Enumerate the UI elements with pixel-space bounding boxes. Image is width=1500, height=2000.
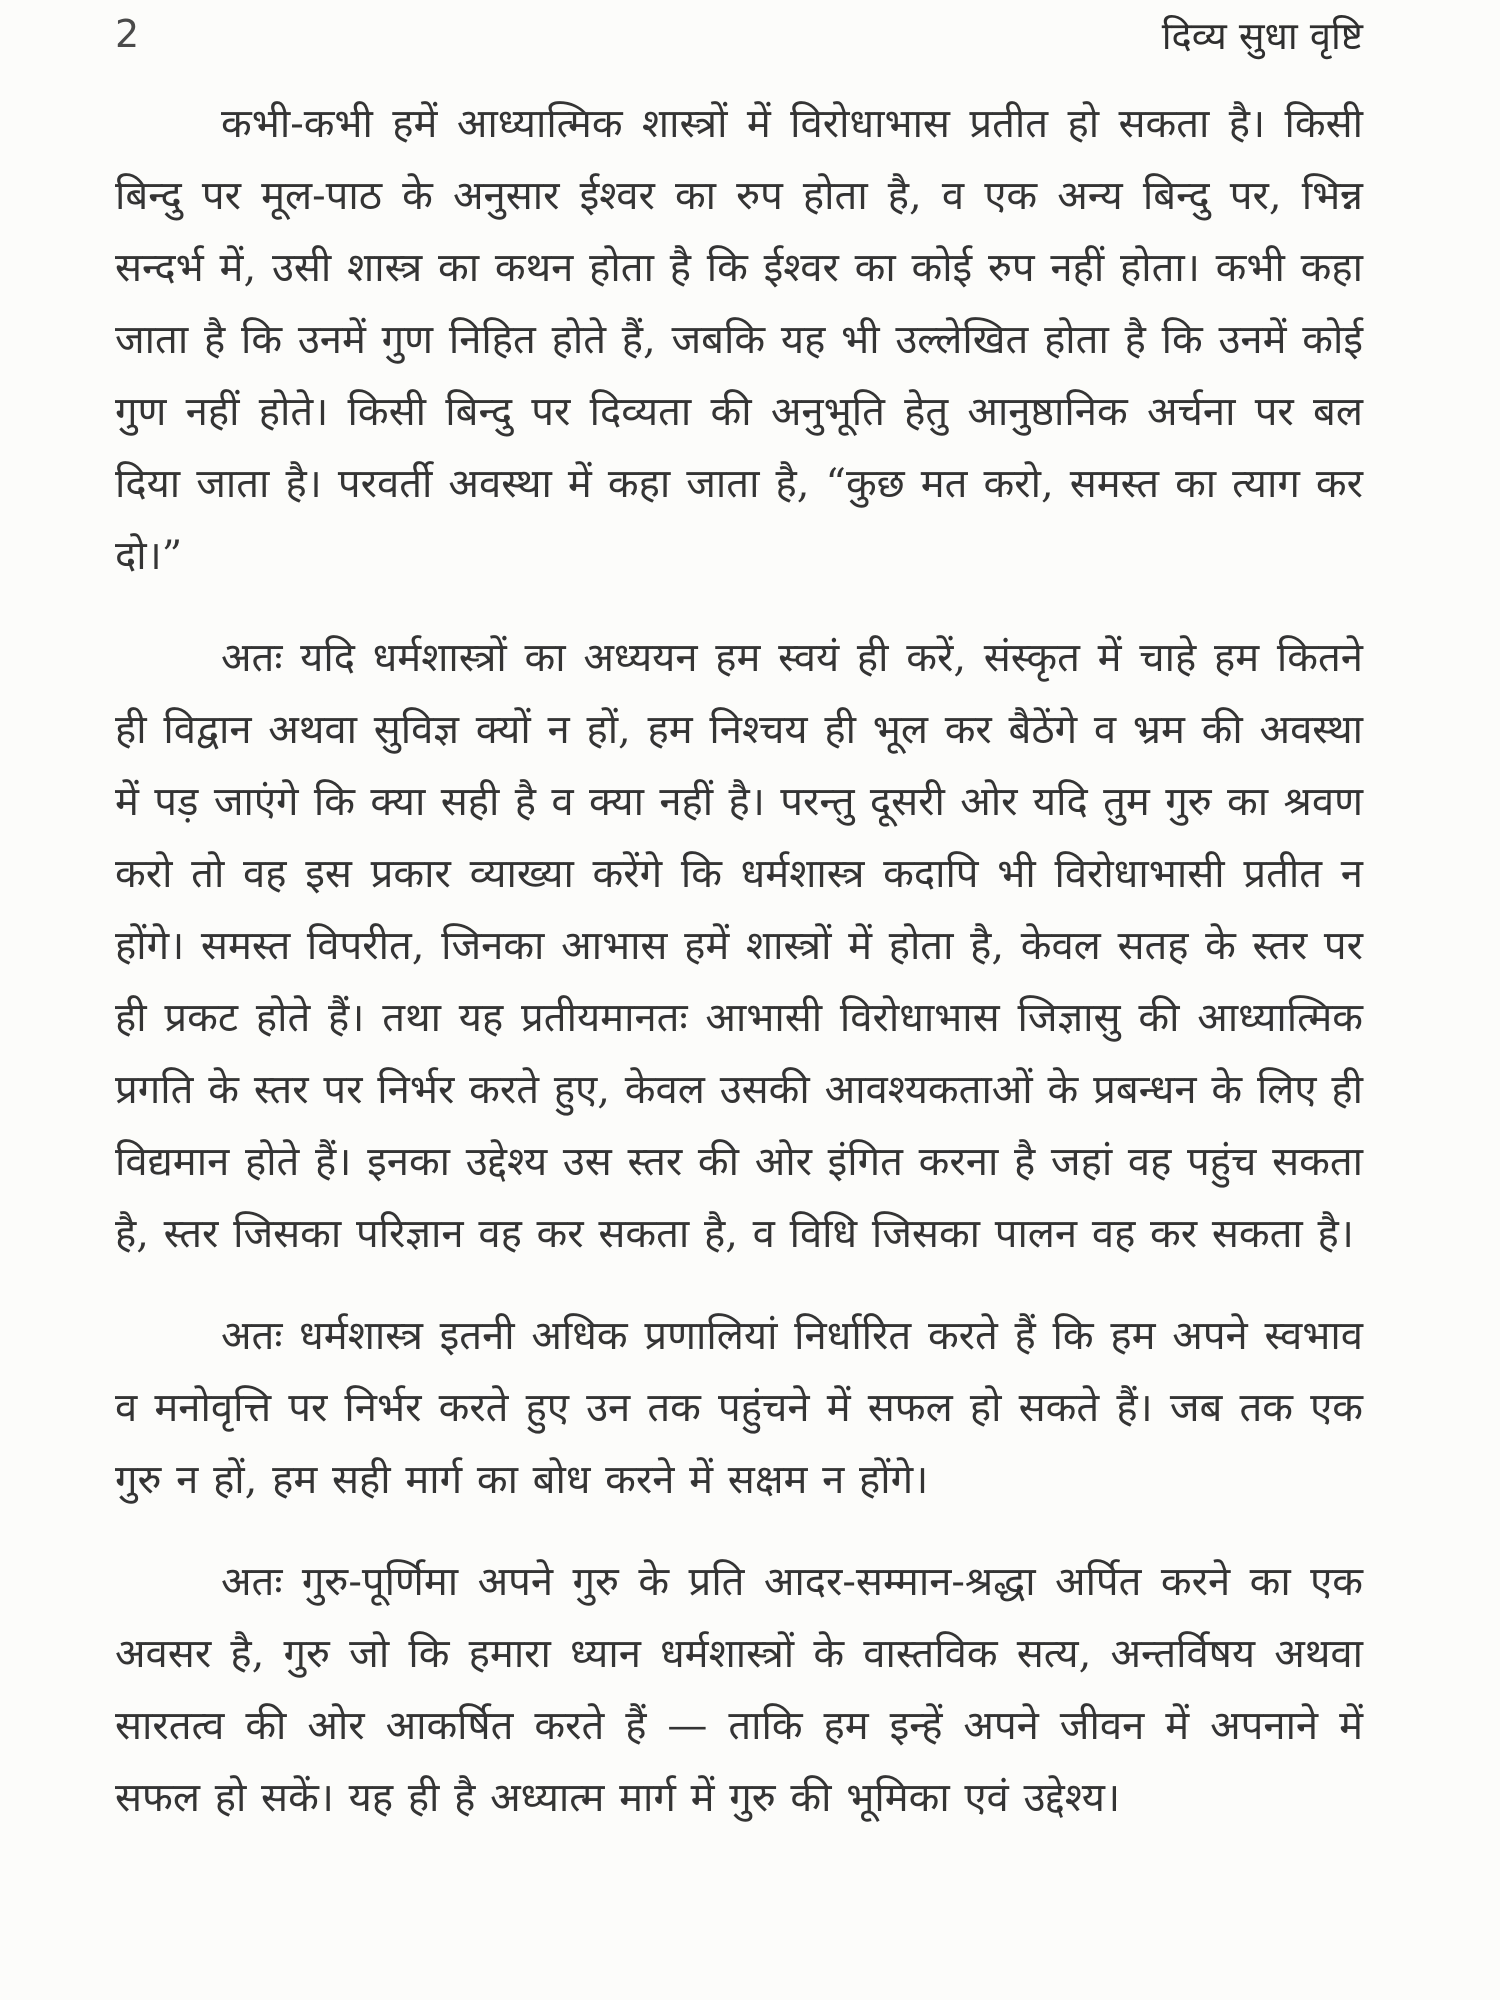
paragraph-2: अतः यदि धर्मशास्त्रों का अध्ययन हम स्वयं ही करें, संस्कृत में चाहे हम कितने ही विद्वान अथवा सुविज्ञ क्यों न हों, हम निश्चय ही भूल कर बैठेंगे व भ्रम की अवस्था में पड़ जाएंगे कि क्या सही है व क्या नहीं है। परन्तु दूसरी ओर यदि तुम गुरु का श्रवण करो तो वह इस प्रकार व्याख्या करेंगे कि धर्मशास्त्र कदापि भी विरोधाभासी प्रतीत न होंगे। समस्त विपरीत, जिनका आभास हमें शास्त्रों में होता है, केवल सतह के स्तर पर ही प्रकट होते हैं। तथा यह प्रतीयमानतः आभासी विरोधाभास जिज्ञासु की आध्यात्मिक प्रगति के स्तर पर निर्भर करते हुए, केवल उसकी आवश्यकताओं के प्रबन्धन के लिए ही विद्यमान होते हैं। इनका उद्देश्य उस स्तर की ओर इंगित करना है जहां वह पहुंच सकता है, स्तर जिसका परिज्ञान वह कर सकता है, व विधि जिसका पालन वह कर सकता है। <box>115 635 1363 1257</box>
paragraph-4: अतः गुरु-पूर्णिमा अपने गुरु के प्रति आदर-सम्मान-श्रद्धा अर्पित करने का एक अवसर है, गुरु जो कि हमारा ध्यान धर्मशास्त्रों के वास्तविक सत्य, अन्तर्विषय अथवा सारतत्व की ओर आकर्षित करते हैं — ताकि हम इन्हें अपने जीवन में अपनाने में सफल हो सकें। यह ही है अध्यात्म मार्ग में गुरु की भूमिका एवं उद्देश्य। <box>115 1559 1363 1821</box>
page-header <box>115 14 1363 60</box>
paragraph-1: कभी-कभी हमें आध्यात्मिक शास्त्रों में विरोधाभास प्रतीत हो सकता है। किसी बिन्दु पर मूल-पाठ के अनुसार ईश्वर का रुप होता है, व एक अन्य बिन्दु पर, भिन्न सन्दर्भ में, उसी शास्त्र का कथन होता है कि ईश्वर का कोई रुप नहीं होता। कभी कहा जाता है कि उनमें गुण निहित होते हैं, जबकि यह भी उल्लेखित होता है कि उनमें कोई गुण नहीं होते। किसी बिन्दु पर दिव्यता की अनुभूति हेतु आनुष्ठानिक अर्चना पर बल दिया जाता है। परवर्ती अवस्था में कहा जाता है, “कुछ मत करो, समस्त का त्याग कर दो।” <box>115 101 1363 579</box>
page-body <box>115 88 1363 1834</box>
page-number: 2 <box>115 12 140 56</box>
paragraph-3: अतः धर्मशास्त्र इतनी अधिक प्रणालियां निर्धारित करते हैं कि हम अपने स्वभाव व मनोवृत्ति पर निर्भर करते हुए उन तक पहुंचने में सफल हो सकते हैं। जब तक एक गुरु न हों, हम सही मार्ग का बोध करने में सक्षम न होंगे। <box>115 1313 1363 1503</box>
book-title: दिव्य सुधा वृष्टि <box>1161 14 1363 58</box>
